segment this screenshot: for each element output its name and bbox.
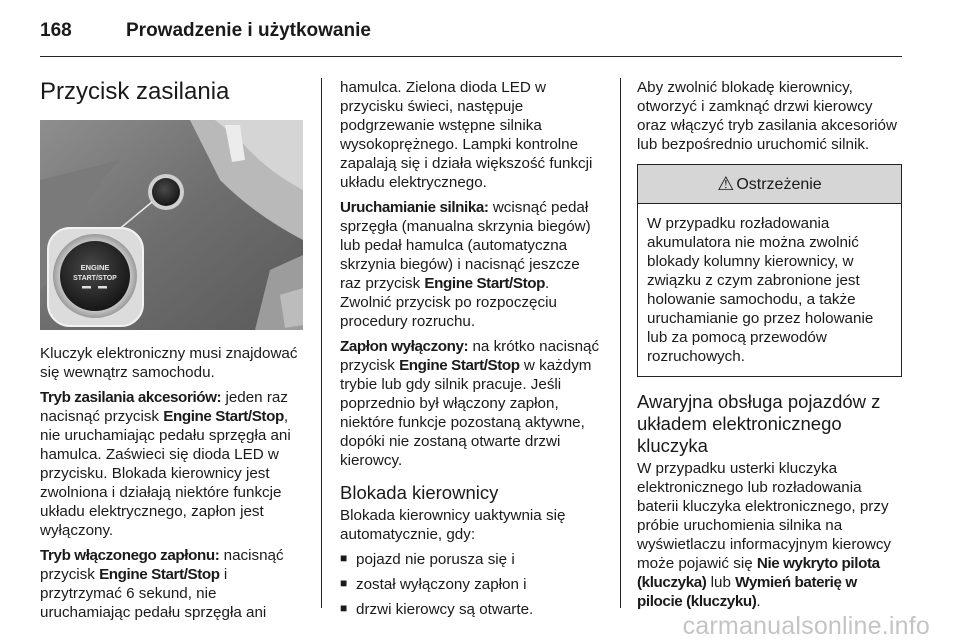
chapter-title: Prowadzenie i użytkowanie — [126, 20, 371, 41]
accessory-text-2: , nie uruchamiając pedału sprzęgła ani hamulca. Zaświeci się dioda LED w przycisku. Blokada kierownicy jest zwolniona i działają niektóre funkcje układu elektrycznego, zapłon jest wyłączony. — [40, 408, 291, 539]
column-2 — [340, 78, 604, 625]
warning-text: W przypadku rozładowania akumulatora nie można zwolnić blokady kolumny kierownicy, w związku z czym zabronione jest holowanie samochodu, a także uruchamianie go przez holowanie lub za pomocą przewodów rozruchowych. — [647, 215, 874, 365]
steering-lock-conditions — [340, 550, 604, 619]
steering-lock-intro: Blokada kierownicy uaktywnia się automatycznie, gdy: — [340, 507, 566, 543]
page-number: 168 — [40, 20, 72, 41]
steering-lock-heading: Blokada kierownicy — [340, 482, 499, 503]
emergency-or: lub — [706, 574, 736, 591]
engine-start-stop-term: Engine Start/Stop — [163, 408, 284, 425]
engine-start-label: Uruchamianie silnika: — [340, 199, 489, 216]
engine-start-stop-term: Engine Start/Stop — [424, 275, 546, 292]
emergency-heading: Awaryjna obsługa pojazdów z układem elektronicznego kluczyka — [637, 391, 881, 456]
emergency-paragraph — [637, 459, 902, 611]
ignition-text-1: nacisnąć przycisk — [40, 547, 284, 583]
column-divider — [620, 78, 621, 608]
photo-button-label-1: ENGINE — [80, 263, 110, 272]
column-1 — [40, 78, 304, 628]
engine-start-stop-term: Engine Start/Stop — [99, 566, 220, 583]
ignition-mode-paragraph — [40, 546, 304, 622]
emergency-text-1: W przypadku usterki kluczyka elektronicznego lub rozładowania baterii kluczyka elektronicznego, przy próbie uruchomienia silnika na wyświetlaczu informacyjnym kierowcy może pojawić się — [637, 460, 892, 572]
release-lock-paragraph: Aby zwolnić blokadę kierownicy, otworzyć i zamknąć drzwi kierowcy oraz włączyć tryb zasilania akcesoriów lub bezpośrednio uruchomić silnik. — [637, 79, 897, 153]
ignition-mode-label: Tryb włączonego zapłonu: — [40, 547, 220, 564]
page-header — [40, 18, 902, 44]
engine-start-text-2: . Zwolnić przycisk po rozpoczęciu procedury rozruchu. — [340, 275, 557, 330]
column-3 — [637, 78, 902, 617]
section-title: Przycisk zasilania — [40, 78, 230, 105]
accessory-mode-label: Tryb zasilania akcesoriów: — [40, 389, 222, 406]
list-item: ■ drzwi kierowcy są otwarte. — [340, 600, 604, 619]
replace-battery-message: Wymień baterię w pilocie (kluczyku) — [637, 574, 857, 610]
header-rule — [40, 56, 902, 57]
engine-start-stop-term: Engine Start/Stop — [399, 357, 520, 374]
engine-start-stop-photo — [40, 120, 303, 330]
warning-title: Ostrzeżenie — [736, 175, 822, 193]
accessory-text-1: jeden raz nacisnąć przycisk — [40, 389, 288, 425]
ignition-off-paragraph — [340, 337, 604, 470]
warning-triangle-icon: ⚠ — [717, 173, 735, 195]
photo-button-label-2: START/STOP — [73, 275, 117, 282]
list-item: ■ pojazd nie porusza się i — [340, 550, 604, 569]
ignition-continued-paragraph: hamulca. Zielona dioda LED w przycisku świeci, następuje podgrzewanie wstępne silnika wysokoprężnego. Lampki kontrolne zapalają się i działa większość funkcji układu elektrycznego. — [340, 79, 593, 191]
ignition-off-text-2: w każdym trybie lub gdy silnik pracuje. Jeśli poprzednio był włączony zapłon, niektóre funkcje pozostaną aktywne, dopóki nie zostaną otwarte drzwi kierowcy. — [340, 357, 592, 469]
ignition-text-2: i przytrzymać 6 sekund, nie uruchamiając pedału sprzęgła ani — [40, 566, 267, 621]
engine-start-text-1: wcisnąć pedał sprzęgła (manualna skrzynia biegów) lub pedał hamulca (automatyczna skrzynia biegów) i nacisnąć jeszcze raz przycisk — [340, 199, 591, 292]
no-key-message: Nie wykryto pilota (kluczyka) — [637, 555, 880, 591]
engine-start-paragraph — [340, 198, 604, 331]
intro-paragraph: Kluczyk elektroniczny musi znajdować się wewnątrz samochodu. — [40, 345, 298, 381]
watermark: carmanualsonline.info — [682, 612, 930, 640]
list-item: ■ został wyłączony zapłon i — [340, 575, 604, 594]
ignition-off-text-1: na krótko nacisnąć przycisk — [340, 338, 600, 374]
accessory-mode-paragraph — [40, 388, 304, 540]
warning-box — [637, 164, 902, 377]
emergency-end: . — [756, 593, 761, 610]
ignition-off-label: Zapłon wyłączony: — [340, 338, 469, 355]
warning-header — [638, 165, 901, 204]
column-divider — [321, 78, 322, 608]
